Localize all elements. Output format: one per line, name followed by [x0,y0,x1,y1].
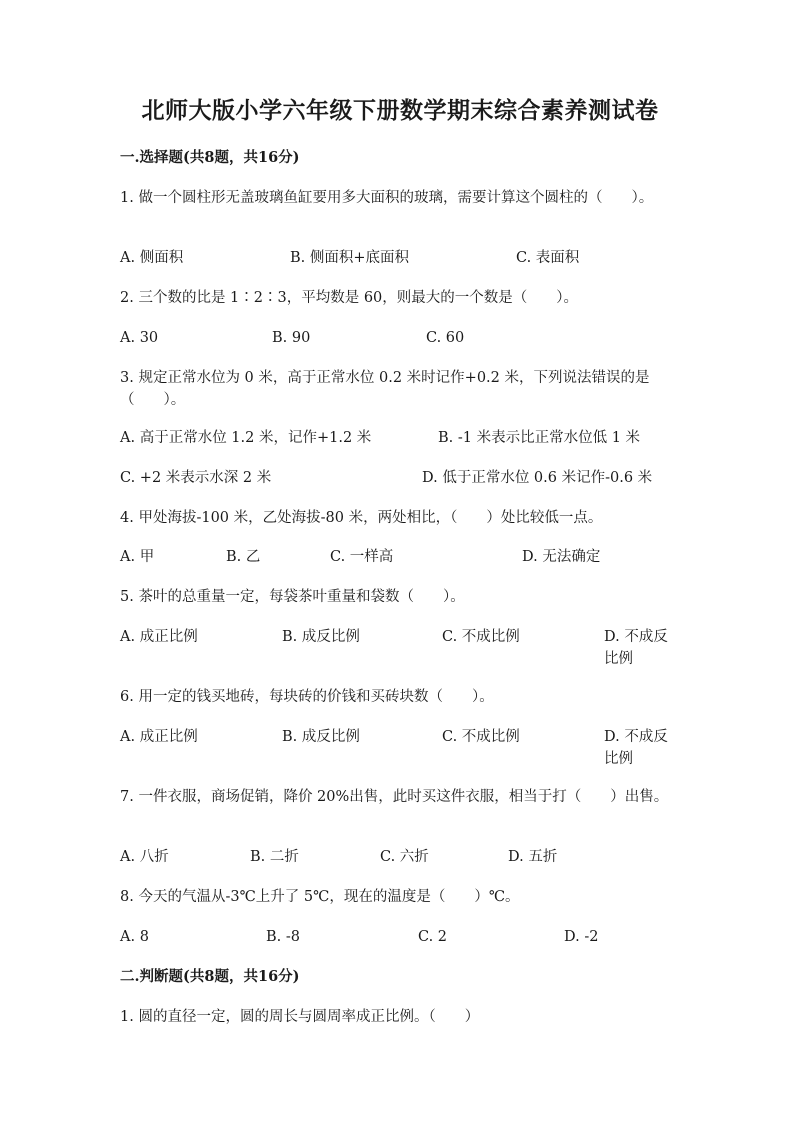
question-1: 1. 做一个圆柱形无盖玻璃鱼缸要用多大面积的玻璃，需要计算这个圆柱的（ ）。 [120,190,654,206]
options-q3-row1 [120,427,680,471]
options-q4 [120,546,680,590]
option-c[interactable]: C. 表面积 [516,250,580,266]
section-heading-choice: 一.选择题(共8题，共16分) [120,149,300,166]
question-7: 7. 一件衣服，商场促销，降价 20%出售，此时买这件衣服，相当于打（ ）出售。 [120,789,669,805]
option-a[interactable]: A. 八折 [120,849,169,865]
section-heading-judgement: 二.判断题(共8题，共16分) [120,968,300,985]
option-b[interactable]: B. 乙 [226,549,261,565]
option-b[interactable]: B. 成反比例 [282,629,360,645]
option-c[interactable]: C. 2 [418,929,448,945]
question-8: 8. 今天的气温从-3℃上升了 5℃，现在的温度是（ ）℃。 [120,889,520,905]
option-a[interactable]: A. 成正比例 [120,629,198,645]
option-c[interactable]: C. +2 米表示水深 2 米 [120,470,272,486]
option-d[interactable]: D. 低于正常水位 0.6 米记作-0.6 米 [422,470,653,486]
option-d[interactable]: D. -2 [564,929,599,945]
options-q7 [120,846,680,890]
options-q3-row2 [120,467,680,511]
option-a[interactable]: A. 甲 [120,549,155,565]
question-2: 2. 三个数的比是 1∶2∶3，平均数是 60，则最大的一个数是（ ）。 [120,290,579,306]
options-q8 [120,926,680,970]
option-b[interactable]: B. 90 [272,330,311,346]
option-d[interactable]: D. 五折 [508,849,558,865]
judgement-question-1: 1. 圆的直径一定，圆的周长与圆周率成正比例。（ ） [120,1009,480,1025]
option-c[interactable]: C. 一样高 [330,549,394,565]
option-d[interactable]: D. 不成反比例 [604,629,668,667]
page-title: 北师大版小学六年级下册数学期末综合素养测试卷 [141,97,659,124]
option-c[interactable]: C. 不成比例 [442,629,520,645]
option-a[interactable]: A. 8 [120,929,149,945]
question-6: 6. 用一定的钱买地砖，每块砖的价钱和买砖块数（ ）。 [120,689,494,705]
option-a[interactable]: A. 30 [120,330,159,346]
options-q5 [120,626,680,670]
options-q1 [120,247,680,291]
question-5: 5. 茶叶的总重量一定，每袋茶叶重量和袋数（ ）。 [120,589,465,605]
option-b[interactable]: B. -8 [266,929,300,945]
options-q6 [120,726,680,770]
option-d[interactable]: D. 无法确定 [522,549,601,565]
option-a[interactable]: A. 侧面积 [120,250,184,266]
option-a[interactable]: A. 高于正常水位 1.2 米，记作+1.2 米 [120,430,372,446]
options-q2 [120,327,680,371]
question-4: 4. 甲处海拔-100 米，乙处海拔-80 米，两处相比，（ ）处比较低一点。 [120,510,603,526]
option-c[interactable]: C. 六折 [380,849,429,865]
option-b[interactable]: B. 成反比例 [282,729,360,745]
option-a[interactable]: A. 成正比例 [120,729,198,745]
option-c[interactable]: C. 60 [426,330,465,346]
option-b[interactable]: B. 二折 [250,849,299,865]
option-b[interactable]: B. 侧面积+底面积 [290,250,410,266]
question-3: 3. 规定正常水位为 0 米，高于正常水位 0.2 米时记作+0.2 米，下列说法错误的是（ ）。 [120,370,650,408]
option-c[interactable]: C. 不成比例 [442,729,520,745]
option-d[interactable]: D. 不成反比例 [604,729,668,767]
option-b[interactable]: B. -1 米表示比正常水位低 1 米 [438,430,641,446]
